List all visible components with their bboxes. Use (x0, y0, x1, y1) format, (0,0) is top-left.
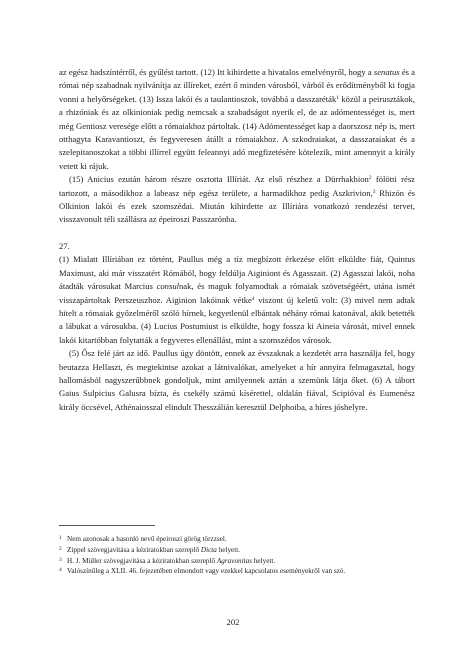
text-run: helyett. (216, 545, 241, 554)
paragraph (59, 253, 415, 347)
paragraph (59, 173, 415, 227)
italic-text: senatus (373, 67, 400, 77)
text-run: (15) Anicius ezután három részre osztotta Illíriát. Az első részhez a Dürrhakhion (69, 174, 369, 185)
footnote-ref: 3 (372, 188, 376, 195)
footnote-mark: 1 (59, 535, 62, 541)
text-run: Rhizón és Olkinion lakói és ezek szomszédai. Miután kihirdette az Illíriára vonatkozó rendezési tervet, visszavonult téli szállásra az épeiroszi Passzarónba. (59, 187, 415, 225)
text-run: Nem azonosak a hasonló nevű épeiroszi görög törzzsel. (67, 535, 227, 543)
text-run: helyett. (252, 556, 276, 565)
chapter-paragraphs (59, 253, 415, 414)
text-run: fölötti rész tartozott, a másodikhoz a labeasz nép egész területe, a harmadikhoz pedig Aszkrivion, (59, 174, 415, 198)
footnote (59, 556, 415, 567)
footnote-mark: 2 (59, 545, 62, 552)
main-text (59, 66, 415, 414)
footnote-ref: 4 (251, 295, 255, 302)
text-run: nak, és maguk folyamodtak a rómaiak szövetségéért, utána ismét visszapártoltak Perszeuszhoz. Aiginion lakóinak vétke (59, 281, 415, 305)
text-run: az egész hadszíntérről, és gyűlést tartott. (12) Itt kihirdette a hivatalos emelvényről, hogy a (59, 67, 374, 77)
text-run: és a római nép szabadnak nyilvánítja az illíreket, ezért ő minden városból, várból és erődítményből ki fogja vonni a helyőrségeket. (13) Issza lakói és a taulantioszok, továbbá a dasszaréták (59, 67, 415, 104)
footnote-ref: 2 (368, 175, 372, 182)
footnote (59, 534, 415, 545)
footnote-divider (59, 525, 155, 526)
text-run: Valószínűleg a XLII. 46. fejezetében elmondott vagy ezekkel kapcsolatos eseményekről van szó. (67, 567, 346, 576)
italic-text: Agravonitas (216, 556, 253, 565)
italic-text: consul (156, 281, 179, 292)
chapter-number: 27. (59, 240, 70, 251)
page-number: 202 (226, 617, 240, 627)
italic-text: Dicta (200, 545, 217, 554)
text-run: (5) Ősz felé járt az idő. Paullus úgy döntött, ennek az évszaknak a kezdetét arra használja fel, hogy beutazza Hellaszt, és megtekintse azokat a látnivalókat, amelyeket a hír annyira felmagasztal, hogy hallomásból nagyszerűbbnek gondoljuk, mint amilyennek aztán a szemünk látja őket. (6) A tábort Gaius Sulpicius Galusra bízta, és csekély számú kísérettel, oldalán fiával, Scipióval és Eumenész király öccsével, Athénaiosszal elindult Thesszálián keresztül Delphoiba, a híres jóshelyre. (59, 348, 415, 412)
footnote-ref: 1 (336, 94, 339, 101)
text-run: Zippel szövegjavítása a kéziratokban szereplő (67, 545, 201, 554)
text-run: H. J. Müller szövegjavítása a kéziratokban szereplő (67, 556, 217, 565)
footnote-mark: 4 (59, 567, 62, 574)
intro-paragraphs (59, 66, 415, 227)
footnote (59, 566, 415, 577)
footnote (59, 545, 415, 556)
paragraph (59, 347, 415, 414)
footnotes (59, 534, 415, 577)
paragraph (59, 66, 415, 173)
text-run: viszont új keletű volt: (3) mivel nem adtak hitelt a rómaiak győzelméről szóló hírnek, kegyetlenül elbántak néhány római katonával, akik betették a lábukat a városukba. (4) Lucius Postumiust is elküldte, hogy fossza ki Aineia városát, mivel ennek lakói kitartóbban folytatták a fegyveres ellenállást, mint a szomszédos városok. (59, 294, 415, 345)
text-run: (1) Mialatt Illíriában ez történt, Paullus még a tíz megbízott érkezése előtt elküldte fiát, Quintus Maximust, aki már visszatért Rómából, hogy feldúlja Aiginiont és Agasszait. (2) Agasszai lakói, noha átadták városukat Marcius (59, 254, 415, 292)
text-run: közül a peirusztákok, a rhizóniak és az olkinioniak pedig nemcsak a szabadságot nyerik el, de az adómentességet is, mert még Gentiosz veresége előtt a rómaiakhoz pártoltak. (14) Adómentességet kap a daorszosz nép is, mert otthagyta Karavantioszt, és fegyveresen átállt a rómaiakhoz. A szkodraiakat, a dasszaraiakat és a szelepitanoszokat a többi illírrel együtt feleannyi adó megfizetésére kötelezik, mint amennyit a király vetett ki rájuk. (59, 93, 415, 171)
chapter-27 (59, 240, 415, 414)
footnote-mark: 3 (59, 556, 62, 563)
